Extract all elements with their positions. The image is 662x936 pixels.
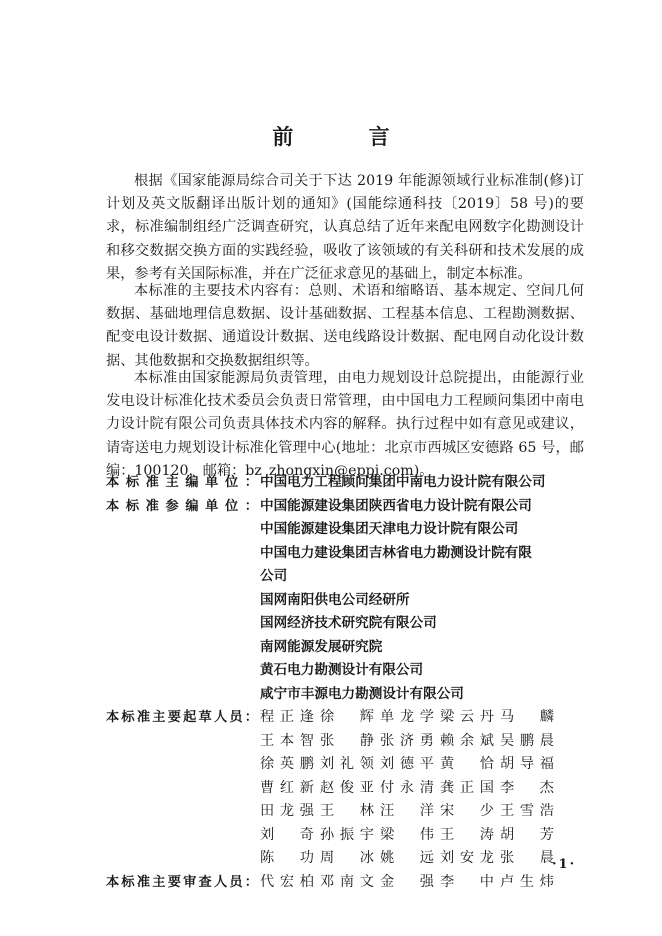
participating-unit: 国网经济技术研究院有限公司 xyxy=(260,615,437,631)
paragraph-1: 根据《国家能源局综合司关于下达 2019 年能源领域行业标准制(修)订计划及英文版翻译出版计划的通知》(国能综通科技〔2019〕58 号)的要求，标准编制组经广泛调查研究，认真总结了近年来配电网数字化勘测设计和移交数据交换方面的实践经验，吸收了该领域的有关科研和技术发展的成果，参考有关国际标准，并在广泛征求意见的基础上，制定本标准。 xyxy=(106,173,584,282)
drafter-name: 汪 洋 xyxy=(380,803,434,819)
participating-unit: 黄石电力勘测设计有限公司 xyxy=(260,662,424,678)
drafters-names xyxy=(260,706,586,871)
drafter-name: 田龙强 xyxy=(260,803,314,819)
reviewer-name: 代宏柏 xyxy=(260,873,314,890)
drafter-name: 徐英鹏 xyxy=(260,756,314,772)
drafter-name: 马 麟 xyxy=(500,709,554,725)
drafter-name: 刘德平 xyxy=(380,756,434,772)
drafter-name: 梁云丹 xyxy=(440,709,494,725)
drafter-name: 胡 芳 xyxy=(500,826,554,843)
participating-unit: 咸宁市丰源电力勘测设计有限公司 xyxy=(260,685,464,702)
drafter-name: 孙振宇 xyxy=(320,826,374,843)
drafter-name: 胡导福 xyxy=(500,756,554,772)
drafter-name: 王雪浩 xyxy=(500,803,554,819)
drafter-name: 张 静 xyxy=(320,732,374,749)
drafter-name: 曹红新 xyxy=(260,779,314,796)
drafter-name: 吴鹏晨 xyxy=(500,732,554,749)
drafters-row xyxy=(106,706,586,871)
drafter-name: 王本智 xyxy=(260,732,314,749)
participating-unit: 中国能源建设集团天津电力设计院有限公司 xyxy=(260,521,519,537)
drafter-name: 黄 恰 xyxy=(440,756,494,772)
reviewer-name: 邓南文 xyxy=(320,873,374,890)
participating-unit: 国网南阳供电公司经研所 xyxy=(260,591,410,608)
credits-section xyxy=(106,471,586,894)
drafter-name: 刘 奇 xyxy=(260,826,314,843)
drafter-name: 刘礼领 xyxy=(320,756,374,772)
drafter-name: 宋 少 xyxy=(440,803,494,819)
participating-unit: 中国电力建设集团吉林省电力勘测设计院有限 xyxy=(260,544,532,561)
drafter-name: 赵俊亚 xyxy=(320,779,374,796)
drafter-name: 张 晨 xyxy=(500,850,554,866)
drafter-name: 付永清 xyxy=(380,779,434,796)
editor-in-chief-label: 本标准主编单位： xyxy=(106,475,258,490)
reviewer-name: 金 强 xyxy=(380,873,434,890)
participating-unit: 公司 xyxy=(260,568,288,584)
participating-units-row xyxy=(106,495,586,707)
page-title: 前 言 xyxy=(272,125,424,149)
reviewer-name: 卢生炜 xyxy=(500,873,554,890)
drafter-name: 赖余斌 xyxy=(440,732,494,749)
participating-unit: 中国能源建设集团陕西省电力设计院有限公司 xyxy=(260,497,532,514)
drafter-name: 姚 远 xyxy=(380,850,434,866)
editor-in-chief-unit: 中国电力工程顾问集团中南电力设计院有限公司 xyxy=(260,474,546,490)
drafter-name: 王 林 xyxy=(320,803,374,819)
participating-units-label: 本标准参编单位： xyxy=(106,498,258,514)
drafter-name: 王 涛 xyxy=(440,826,494,843)
participating-unit: 南网能源发展研究院 xyxy=(260,638,383,655)
drafter-name: 龚正国 xyxy=(440,779,494,796)
drafters-label: 本标准主要起草人员： xyxy=(106,710,258,725)
paragraph-3: 本标准由国家能源局负责管理，由电力规划设计总院提出，由能源行业发电设计标准化技术委员会负责日常管理，由中国电力工程顾问集团中南电力设计院有限公司负责具体技术内容的解释。执行过程中如有意见或建议，请寄送电力规划设计标准化管理中心(地址：北京市西城区安德路 65 号，邮编：100120，邮箱：bz_zhongxin@eppi.com)。 xyxy=(106,370,584,479)
drafter-name: 周 冰 xyxy=(320,850,374,866)
editor-in-chief-row xyxy=(106,471,586,495)
reviewers-label: 本标准主要审查人员： xyxy=(106,874,258,890)
drafter-name: 程正逢 xyxy=(260,709,314,725)
drafter-name: 张济勇 xyxy=(380,732,434,749)
drafter-name: 陈 功 xyxy=(260,850,314,866)
drafter-name: 徐 辉 xyxy=(320,709,374,725)
reviewers-names xyxy=(260,871,586,895)
reviewers-row xyxy=(106,871,586,895)
paragraph-2: 本标准的主要技术内容有：总则、术语和缩略语、基本规定、空间几何数据、基础地理信息数据、设计基础数据、工程基本信息、工程勘测数据、配变电设计数据、通道设计数据、送电线路设计数据、配电网自动化设计数据、其他数据和交换数据组织等。 xyxy=(106,283,584,369)
drafter-name: 单龙学 xyxy=(380,709,434,725)
drafter-name: 李 杰 xyxy=(500,779,554,796)
drafter-name: 刘安龙 xyxy=(440,850,494,866)
drafter-name: 梁 伟 xyxy=(380,826,434,843)
reviewer-name: 李 中 xyxy=(440,873,494,890)
page-number: ·1· xyxy=(552,857,577,872)
